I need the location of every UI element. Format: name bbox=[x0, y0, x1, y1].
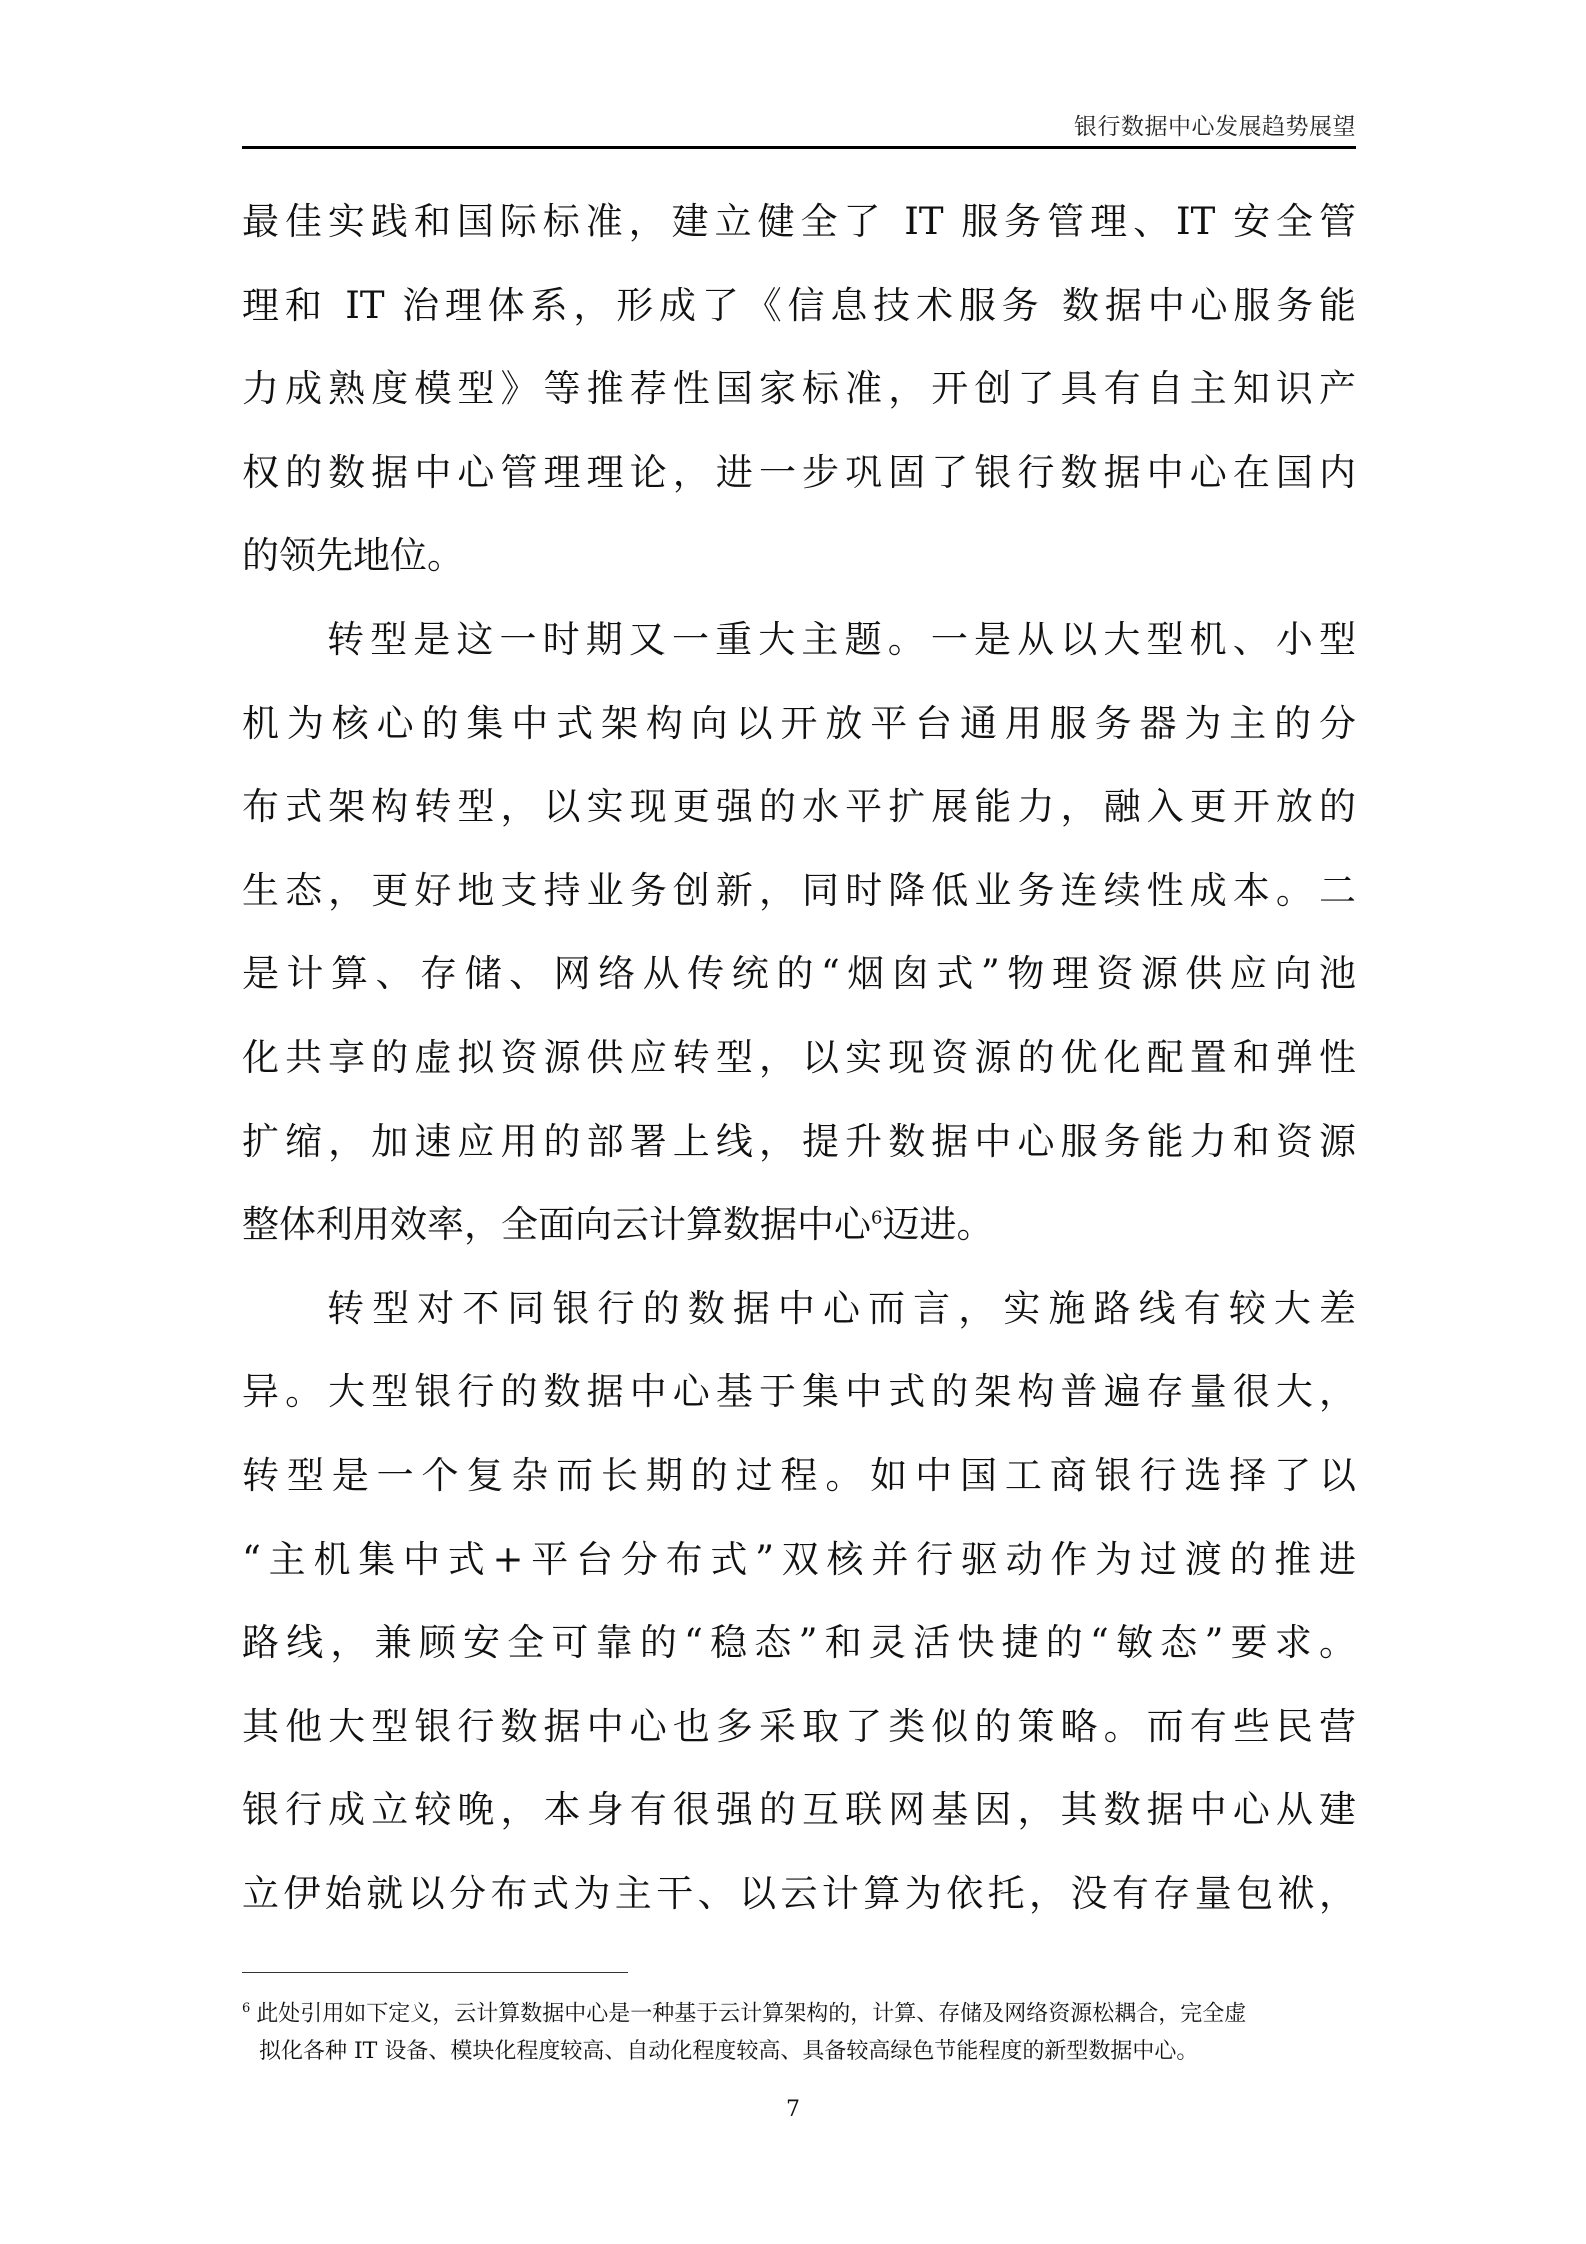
paragraph-2 bbox=[242, 598, 1356, 1267]
footnote-line bbox=[242, 1990, 1352, 2033]
text-line: 转型是这一时期又一重大主题。一是从以大型机、小型 bbox=[327, 617, 1356, 661]
text-segment: 整体利用效率，全面向云计算数据中心 bbox=[242, 1203, 871, 1247]
text-line: 转型是一个复杂而长期的过程。如中国工商银行选择了以 bbox=[242, 1453, 1356, 1497]
paragraph-1 bbox=[242, 180, 1356, 598]
text-line: 权的数据中心管理理论，进一步巩固了银行数据中心在国内 bbox=[242, 450, 1356, 494]
text-line: 转型对不同银行的数据中心而言，实施路线有较大差 bbox=[327, 1286, 1356, 1330]
paragraph-3 bbox=[242, 1267, 1356, 1936]
footnote-number: 6 bbox=[242, 2001, 251, 2016]
body-text bbox=[242, 180, 1356, 1935]
text-line: 立伊始就以分布式为主干、以云计算为依托，没有存量包袱， bbox=[242, 1871, 1356, 1915]
footnote-line: 拟化各种 IT 设备、模块化程度较高、自动化程度较高、具备较高绿色节能程度的新型数据中心。 bbox=[259, 2039, 1199, 2065]
text-line: 其他大型银行数据中心也多采取了类似的策略。而有些民营 bbox=[242, 1704, 1356, 1748]
text-line: 异。大型银行的数据中心基于集中式的架构普遍存量很大， bbox=[242, 1370, 1356, 1414]
text-line: 机为核心的集中式架构向以开放平台通用服务器为主的分 bbox=[242, 701, 1356, 745]
text-line: 化共享的虚拟资源供应转型，以实现资源的优化配置和弹性 bbox=[242, 1035, 1356, 1079]
footnote bbox=[242, 1990, 1352, 2071]
footnote-text: 此处引用如下定义，云计算数据中心是一种基于云计算架构的，计算、存储及网络资源松耦合，完全虚 bbox=[256, 2001, 1247, 2027]
text-segment: 迈进。 bbox=[882, 1203, 994, 1247]
text-line: 扩缩，加速应用的部署上线，提升数据中心服务能力和资源 bbox=[242, 1119, 1356, 1163]
text-line: 银行成立较晚，本身有很强的互联网基因，其数据中心从建 bbox=[242, 1788, 1356, 1832]
text-line: 路线，兼顾安全可靠的“稳态”和灵活快捷的“敏态”要求。 bbox=[242, 1621, 1356, 1665]
header-rule bbox=[242, 146, 1356, 149]
text-line: 的领先地位。 bbox=[242, 534, 464, 578]
footnote-ref[interactable]: 6 bbox=[871, 1207, 883, 1229]
text-line: 是计算、存储、网络从传统的“烟囱式”物理资源供应向池 bbox=[242, 952, 1356, 996]
text-line: “主机集中式+平台分布式”双核并行驱动作为过渡的推进 bbox=[242, 1537, 1356, 1581]
text-line: 理和 IT 治理体系，形成了《信息技术服务 数据中心服务能 bbox=[242, 283, 1356, 327]
text-line: 最佳实践和国际标准，建立健全了 IT 服务管理、IT 安全管 bbox=[242, 200, 1356, 243]
text-line bbox=[242, 1183, 1356, 1267]
page-number: 7 bbox=[786, 2097, 800, 2122]
text-line: 生态，更好地支持业务创新，同时降低业务连续性成本。二 bbox=[242, 868, 1356, 912]
running-header: 银行数据中心发展趋势展望 bbox=[1074, 114, 1356, 140]
text-line: 力成熟度模型》等推荐性国家标准，开创了具有自主知识产 bbox=[242, 367, 1356, 411]
footnote-rule bbox=[242, 1972, 628, 1973]
text-line: 布式架构转型，以实现更强的水平扩展能力，融入更开放的 bbox=[242, 785, 1356, 829]
